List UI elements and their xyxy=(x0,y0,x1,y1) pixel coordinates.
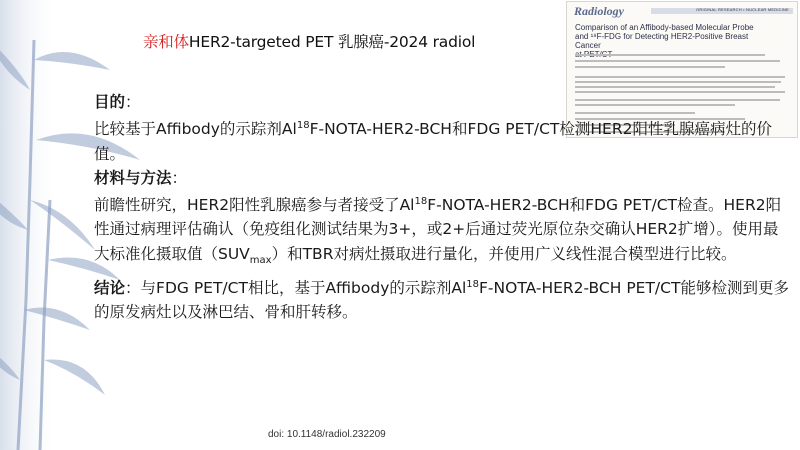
slide-body xyxy=(94,90,794,324)
paper-text-line xyxy=(575,76,785,78)
conclusion-text: 结论：与FDG PET/CT相比，基于Affibody的示踪剂Al$^{18}$F-NOTA-HER2-BCH PET/CT能够检测到更多的原发病灶以及淋巴结、骨和肝转移。 xyxy=(94,278,789,322)
methods-heading-line: 材料与方法： xyxy=(94,168,188,187)
paper-title: Comparison of an Affibody-based Molecular Probe and ¹⁸F-FDG for Detecting HER2-Positive Breast Cancer xyxy=(575,23,754,50)
purpose-heading: 目的 xyxy=(94,93,126,111)
paper-text-line xyxy=(575,66,725,68)
title-main-part: HER2-targeted PET 乳腺癌-2024 radiol xyxy=(188,33,476,51)
paper-banner: ORIGINAL RESEARCH • NUCLEAR MEDICINE xyxy=(651,8,793,14)
purpose-heading-line: 目的： xyxy=(94,93,141,111)
slide-title xyxy=(143,30,475,52)
methods-heading: 材料与方法 xyxy=(94,168,172,187)
doi-footer: doi: 10.1148/radiol.232209 xyxy=(268,429,386,440)
journal-name: Radiology xyxy=(574,4,624,18)
paper-text-line xyxy=(575,86,775,88)
conclusion-heading: 结论 xyxy=(94,278,126,297)
methods-text: 前瞻性研究，HER2阳性乳腺癌参与者接受了Al$^{18}$F-NOTA-HER2-BCH和FDG PET/CT检查。HER2阳性通过病理评估确认（免疫组化测试结果为3+，或2+后通过荧光原位杂交确认HER2扩增）。使用最大标准化摄取值$(SUV_{max})$和TBR对病灶摄取进行量化，并使用广义线性混合模型进行比较。 xyxy=(94,195,782,266)
paper-text-line xyxy=(575,54,765,56)
paper-text-line xyxy=(575,60,780,62)
purpose-text: 比较基于Affibody的示踪剂Al$^{18}$F-NOTA-HER2-BCH和FDG PET/CT检测HER2阳性乳腺癌病灶的价值。 xyxy=(94,120,772,163)
paper-text-line xyxy=(575,81,781,83)
title-red-part: 亲和体 xyxy=(143,33,189,51)
